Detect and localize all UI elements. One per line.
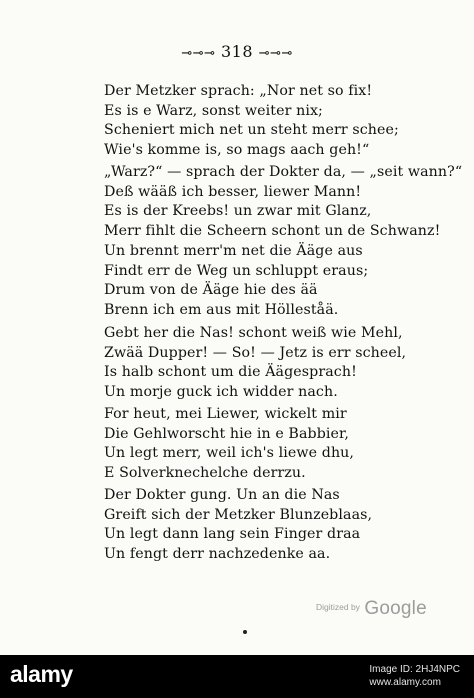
page-number: 318 xyxy=(220,42,254,61)
verse-line: Der Metzker sprach: „Nor net so fix! xyxy=(104,83,373,99)
site-url: www.alamy.com xyxy=(369,677,441,688)
stanza-4 xyxy=(104,324,434,402)
verse-line: Gebt her die Nas! schont weiß wie Mehl, xyxy=(104,325,403,341)
image-id-block xyxy=(369,663,460,689)
stock-footer-bar xyxy=(0,655,474,698)
digitized-by-label: Digitized by xyxy=(316,602,360,612)
ornament-left: ⊸⊸⊸ xyxy=(181,46,216,61)
verse-line: Drum von de Ääge hie des ää xyxy=(104,282,318,298)
verse-line: For heut, mei Liewer, wickelt mir xyxy=(104,406,347,422)
verse-line: Greift sich der Metzker Blunzeblaas, xyxy=(104,506,373,523)
verse-line: Un brennt merr'm net die Ääge aus xyxy=(104,243,363,259)
alamy-logo: alamy xyxy=(10,661,73,687)
verse-line: „Warz?“ — sprach der Dokter da, — „seit wann?“ xyxy=(104,164,463,180)
verse-line: E Solverknechelche derrzu. xyxy=(104,464,306,481)
stanza-2 xyxy=(104,163,463,241)
verse-line: Die Gehlworscht hie in e Babbier, xyxy=(104,425,349,442)
verse-line: Es is der Kreebs! un zwar mit Glanz, xyxy=(104,203,372,219)
verse-line: Findt err de Weg un schluppt eraus; xyxy=(104,262,369,279)
verse-line: Un legt dann lang sein Finger draa xyxy=(104,526,361,542)
verse-line: Brenn ich em aus mit Hölleståä. xyxy=(104,301,339,318)
verse-line: Wie's komme is, so mags aach geh!“ xyxy=(104,141,370,158)
stanza-3 xyxy=(104,242,434,320)
verse-line: Scheniert mich net un steht merr schee; xyxy=(104,122,399,138)
verse-line: Es is e Warz, sonst weiter nix; xyxy=(104,102,323,119)
image-id: Image ID: 2HJ4NPC xyxy=(369,664,460,675)
verse-line: Un legt merr, weil ich's liewe dhu, xyxy=(104,445,355,461)
print-mark xyxy=(243,630,247,634)
verse-line: Der Dokter gung. Un an die Nas xyxy=(104,487,340,503)
verse-line: Is halb schont um die Äägesprach! xyxy=(104,364,357,380)
verse-line: Un morje guck ich widder nach. xyxy=(104,383,338,400)
verse-line: Deß wääß ich besser, liewer Mann! xyxy=(104,183,362,200)
stanza-5 xyxy=(104,405,434,483)
digitized-by-watermark xyxy=(316,598,427,620)
google-logo: Google xyxy=(364,598,427,619)
verse-line: Zwää Dupper! — So! — Jetz is err scheel, xyxy=(104,344,407,361)
stanza-1 xyxy=(104,82,434,160)
ornament-right: ⊸⊸⊸ xyxy=(258,46,293,61)
verse-line: Un fengt derr nachzedenke aa. xyxy=(104,545,331,562)
stanza-6 xyxy=(104,486,434,564)
page-number-header xyxy=(0,42,474,61)
verse-line: Merr fihlt die Scheern schont un de Schwanz! xyxy=(104,222,441,239)
